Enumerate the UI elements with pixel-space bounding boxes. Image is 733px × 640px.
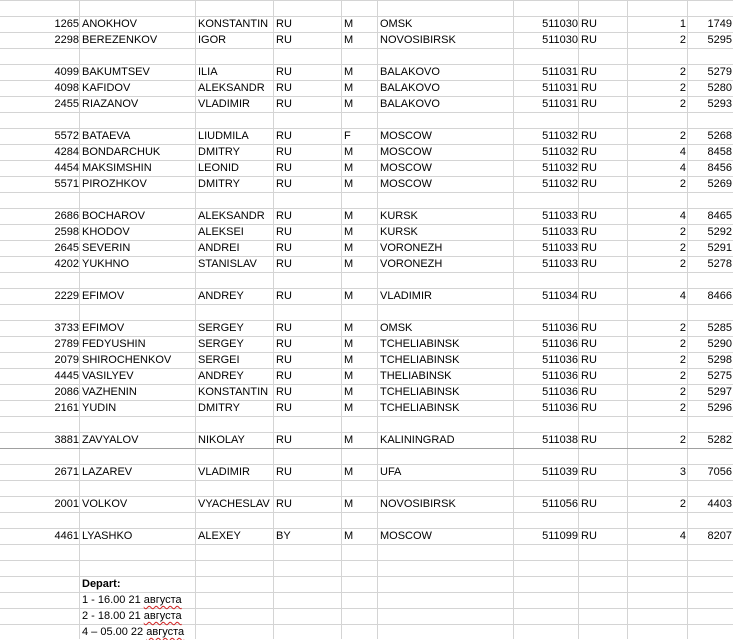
- cell-country-2[interactable]: RU: [581, 34, 597, 46]
- cell-id[interactable]: 3881: [54, 434, 79, 446]
- cell-country[interactable]: RU: [276, 402, 292, 414]
- cell-id[interactable]: 4445: [54, 370, 79, 382]
- cell-id[interactable]: 2455: [54, 98, 79, 110]
- cell-first-name[interactable]: KONSTANTIN: [198, 18, 269, 30]
- cell-city[interactable]: NOVOSIBIRSK: [380, 34, 456, 46]
- cell-quantity[interactable]: 2: [679, 386, 686, 398]
- cell-quantity[interactable]: 2: [679, 82, 686, 94]
- cell-first-name[interactable]: ANDREY: [198, 370, 244, 382]
- cell-city[interactable]: KALININGRAD: [380, 434, 455, 446]
- cell-number[interactable]: 8456: [707, 162, 732, 174]
- cell-code[interactable]: 511039: [542, 466, 578, 478]
- cell-city[interactable]: TCHELIABINSK: [380, 338, 460, 350]
- cell-id[interactable]: 4461: [54, 530, 79, 542]
- cell-code[interactable]: 511033: [542, 226, 578, 238]
- cell-quantity[interactable]: 2: [679, 498, 686, 510]
- cell-quantity[interactable]: 2: [679, 338, 686, 350]
- cell-code[interactable]: 511031: [542, 66, 578, 78]
- cell-last-name[interactable]: EFIMOV: [82, 322, 125, 334]
- cell-number[interactable]: 5278: [707, 258, 732, 270]
- row-divider: [0, 112, 733, 113]
- cell-code[interactable]: 511056: [542, 498, 578, 510]
- cell-country-2[interactable]: RU: [581, 530, 597, 542]
- cell-country-2[interactable]: RU: [581, 178, 597, 190]
- cell-country-2[interactable]: RU: [581, 322, 597, 334]
- cell-number[interactable]: 5295: [707, 34, 732, 46]
- cell-first-name[interactable]: SERGEI: [198, 354, 240, 366]
- cell-quantity[interactable]: 4: [679, 146, 686, 158]
- cell-city[interactable]: VORONEZH: [380, 258, 443, 270]
- cell-quantity[interactable]: 2: [679, 178, 686, 190]
- cell-country-2[interactable]: RU: [581, 242, 597, 254]
- cell-last-name[interactable]: VAZHENIN: [82, 386, 137, 398]
- cell-last-name[interactable]: ANOKHOV: [82, 18, 138, 30]
- cell-code[interactable]: 511033: [542, 210, 578, 222]
- cell-first-name[interactable]: VLADIMIR: [198, 466, 250, 478]
- cell-sex[interactable]: M: [344, 290, 354, 302]
- cell-last-name[interactable]: VASILYEV: [82, 370, 134, 382]
- depart-line[interactable]: [80, 592, 182, 608]
- cell-code[interactable]: 511034: [542, 290, 578, 302]
- cell-first-name[interactable]: IGOR: [198, 34, 227, 46]
- cell-id[interactable]: 5571: [54, 178, 79, 190]
- cell-country[interactable]: RU: [276, 258, 292, 270]
- cell-sex[interactable]: M: [344, 146, 354, 158]
- cell-code[interactable]: 511036: [542, 402, 578, 414]
- cell-quantity[interactable]: 2: [679, 98, 686, 110]
- cell-country[interactable]: RU: [276, 498, 292, 510]
- cell-country-2[interactable]: RU: [581, 402, 597, 414]
- cell-code[interactable]: 511036: [542, 322, 578, 334]
- cell-first-name[interactable]: ILIA: [198, 66, 218, 78]
- cell-country[interactable]: RU: [276, 338, 292, 350]
- cell-id[interactable]: 2598: [54, 226, 79, 238]
- cell-number[interactable]: 5298: [707, 354, 732, 366]
- cell-id[interactable]: 1265: [54, 18, 79, 30]
- cell-code[interactable]: 511032: [542, 130, 578, 142]
- cell-last-name[interactable]: YUDIN: [82, 402, 117, 414]
- cell-country-2[interactable]: RU: [581, 146, 597, 158]
- cell-id[interactable]: 2079: [54, 354, 79, 366]
- cell-code[interactable]: 511030: [542, 34, 578, 46]
- cell-sex[interactable]: M: [344, 258, 354, 270]
- depart-word: августа: [143, 594, 182, 606]
- row-divider: [0, 304, 733, 305]
- cell-id[interactable]: 2161: [54, 402, 79, 414]
- depart-title[interactable]: Depart:: [82, 578, 121, 590]
- cell-city[interactable]: OMSK: [380, 18, 413, 30]
- cell-country[interactable]: RU: [276, 66, 292, 78]
- cell-last-name[interactable]: BONDARCHUK: [82, 146, 161, 158]
- cell-first-name[interactable]: VYACHESLAV: [198, 498, 270, 510]
- cell-code[interactable]: 511033: [542, 258, 578, 270]
- cell-id[interactable]: 4454: [54, 162, 79, 174]
- cell-city[interactable]: TCHELIABINSK: [380, 402, 460, 414]
- row-divider: [0, 0, 733, 1]
- cell-number[interactable]: 5292: [707, 226, 732, 238]
- cell-country[interactable]: RU: [276, 242, 292, 254]
- cell-number[interactable]: 5269: [707, 178, 732, 190]
- cell-code[interactable]: 511036: [542, 354, 578, 366]
- cell-number[interactable]: 8207: [707, 530, 732, 542]
- cell-sex[interactable]: M: [344, 322, 354, 334]
- cell-city[interactable]: MOSCOW: [380, 178, 432, 190]
- cell-number[interactable]: 5291: [707, 242, 732, 254]
- row-divider: [0, 272, 733, 273]
- cell-country-2[interactable]: RU: [581, 82, 597, 94]
- cell-sex[interactable]: M: [344, 162, 354, 174]
- cell-country-2[interactable]: RU: [581, 226, 597, 238]
- cell-city[interactable]: MOSCOW: [380, 530, 432, 542]
- cell-last-name[interactable]: LYASHKO: [82, 530, 133, 542]
- cell-id[interactable]: 2686: [54, 210, 79, 222]
- cell-sex[interactable]: M: [344, 242, 354, 254]
- cell-city[interactable]: NOVOSIBIRSK: [380, 498, 456, 510]
- cell-sex[interactable]: M: [344, 210, 354, 222]
- cell-number[interactable]: 7056: [707, 466, 732, 478]
- cell-quantity[interactable]: 1: [679, 18, 686, 30]
- cell-quantity[interactable]: 2: [679, 370, 686, 382]
- cell-sex[interactable]: M: [344, 498, 354, 510]
- cell-first-name[interactable]: ANDREY: [198, 290, 244, 302]
- cell-country-2[interactable]: RU: [581, 370, 597, 382]
- cell-last-name[interactable]: KAFIDOV: [82, 82, 131, 94]
- cell-number[interactable]: 5279: [707, 66, 732, 78]
- row-divider: [0, 48, 733, 49]
- cell-country[interactable]: RU: [276, 146, 292, 158]
- cell-city[interactable]: BALAKOVO: [380, 82, 440, 94]
- cell-city[interactable]: MOSCOW: [380, 146, 432, 158]
- cell-country[interactable]: RU: [276, 386, 292, 398]
- cell-number[interactable]: 8465: [707, 210, 732, 222]
- cell-first-name[interactable]: SERGEY: [198, 338, 244, 350]
- cell-country-2[interactable]: RU: [581, 498, 597, 510]
- cell-sex[interactable]: M: [344, 530, 354, 542]
- depart-line[interactable]: [80, 624, 184, 640]
- cell-code[interactable]: 511038: [542, 434, 578, 446]
- cell-quantity[interactable]: 2: [679, 226, 686, 238]
- cell-last-name[interactable]: YUKHNO: [82, 258, 130, 270]
- cell-sex[interactable]: M: [344, 402, 354, 414]
- cell-country-2[interactable]: RU: [581, 98, 597, 110]
- cell-country-2[interactable]: RU: [581, 290, 597, 302]
- cell-country[interactable]: RU: [276, 226, 292, 238]
- cell-city[interactable]: BALAKOVO: [380, 98, 440, 110]
- cell-first-name[interactable]: ALEXEY: [198, 530, 241, 542]
- cell-last-name[interactable]: FEDYUSHIN: [82, 338, 146, 350]
- cell-first-name[interactable]: ANDREI: [198, 242, 240, 254]
- depart-word: августа: [146, 626, 185, 638]
- cell-city[interactable]: VORONEZH: [380, 242, 443, 254]
- cell-first-name[interactable]: LIUDMILA: [198, 130, 249, 142]
- cell-code[interactable]: 511032: [542, 162, 578, 174]
- cell-id[interactable]: 4202: [54, 258, 79, 270]
- cell-sex[interactable]: F: [344, 130, 351, 142]
- cell-id[interactable]: 3733: [54, 322, 79, 334]
- cell-country-2[interactable]: RU: [581, 210, 597, 222]
- cell-quantity[interactable]: 2: [679, 402, 686, 414]
- depart-time: 2 - 18.00 21: [82, 610, 141, 622]
- cell-code[interactable]: 511036: [542, 386, 578, 398]
- cell-sex[interactable]: M: [344, 434, 354, 446]
- cell-last-name[interactable]: BAKUMTSEV: [82, 66, 150, 78]
- cell-sex[interactable]: M: [344, 354, 354, 366]
- cell-id[interactable]: 2298: [54, 34, 79, 46]
- cell-country[interactable]: RU: [276, 322, 292, 334]
- cell-first-name[interactable]: SERGEY: [198, 322, 244, 334]
- cell-country[interactable]: RU: [276, 370, 292, 382]
- cell-country-2[interactable]: RU: [581, 338, 597, 350]
- cell-last-name[interactable]: SHIROCHENKOV: [82, 354, 172, 366]
- cell-city[interactable]: KURSK: [380, 226, 418, 238]
- cell-city[interactable]: OMSK: [380, 322, 413, 334]
- row-divider: [0, 448, 733, 449]
- cell-number[interactable]: 5290: [707, 338, 732, 350]
- cell-country[interactable]: RU: [276, 466, 292, 478]
- cell-city[interactable]: MOSCOW: [380, 130, 432, 142]
- cell-quantity[interactable]: 2: [679, 354, 686, 366]
- cell-sex[interactable]: M: [344, 18, 354, 30]
- cell-country[interactable]: RU: [276, 18, 292, 30]
- cell-sex[interactable]: M: [344, 178, 354, 190]
- cell-city[interactable]: TCHELIABINSK: [380, 354, 460, 366]
- cell-number[interactable]: 4403: [707, 498, 732, 510]
- cell-last-name[interactable]: RIAZANOV: [82, 98, 139, 110]
- cell-quantity[interactable]: 2: [679, 130, 686, 142]
- cell-city[interactable]: VLADIMIR: [380, 290, 432, 302]
- cell-city[interactable]: TCHELIABINSK: [380, 386, 460, 398]
- cell-first-name[interactable]: NIKOLAY: [198, 434, 245, 446]
- cell-quantity[interactable]: 4: [679, 290, 686, 302]
- cell-quantity[interactable]: 2: [679, 242, 686, 254]
- cell-number[interactable]: 5275: [707, 370, 732, 382]
- cell-code[interactable]: 511033: [542, 242, 578, 254]
- cell-code[interactable]: 511031: [542, 98, 578, 110]
- cell-code[interactable]: 511030: [542, 18, 578, 30]
- cell-city[interactable]: THELIABINSK: [380, 370, 452, 382]
- cell-code[interactable]: 511032: [542, 178, 578, 190]
- cell-sex[interactable]: M: [344, 370, 354, 382]
- cell-first-name[interactable]: KONSTANTIN: [198, 386, 269, 398]
- cell-sex[interactable]: M: [344, 98, 354, 110]
- cell-country[interactable]: RU: [276, 178, 292, 190]
- cell-number[interactable]: 5297: [707, 386, 732, 398]
- cell-code[interactable]: 511099: [542, 530, 578, 542]
- cell-country-2[interactable]: RU: [581, 130, 597, 142]
- cell-country-2[interactable]: RU: [581, 66, 597, 78]
- cell-first-name[interactable]: ALEKSEI: [198, 226, 244, 238]
- cell-quantity[interactable]: 2: [679, 322, 686, 334]
- cell-last-name[interactable]: MAKSIMSHIN: [82, 162, 152, 174]
- cell-number[interactable]: 5285: [707, 322, 732, 334]
- cell-id[interactable]: 4099: [54, 66, 79, 78]
- cell-last-name[interactable]: BOCHAROV: [82, 210, 145, 222]
- cell-id[interactable]: 2001: [54, 498, 79, 510]
- cell-first-name[interactable]: ALEKSANDR: [198, 82, 265, 94]
- cell-country[interactable]: RU: [276, 82, 292, 94]
- cell-first-name[interactable]: VLADIMIR: [198, 98, 250, 110]
- cell-code[interactable]: 511036: [542, 338, 578, 350]
- cell-city[interactable]: KURSK: [380, 210, 418, 222]
- depart-time: 1 - 16.00 21: [82, 594, 141, 606]
- cell-last-name[interactable]: PIROZHKOV: [82, 178, 147, 190]
- cell-first-name[interactable]: STANISLAV: [198, 258, 257, 270]
- cell-quantity[interactable]: 2: [679, 258, 686, 270]
- cell-quantity[interactable]: 4: [679, 530, 686, 542]
- cell-city[interactable]: UFA: [380, 466, 402, 478]
- cell-number[interactable]: 5282: [707, 434, 732, 446]
- cell-sex[interactable]: M: [344, 226, 354, 238]
- cell-first-name[interactable]: ALEKSANDR: [198, 210, 265, 222]
- cell-last-name[interactable]: VOLKOV: [82, 498, 128, 510]
- cell-sex[interactable]: M: [344, 338, 354, 350]
- cell-country[interactable]: RU: [276, 162, 292, 174]
- cell-number[interactable]: 1749: [707, 18, 732, 30]
- cell-number[interactable]: 8466: [707, 290, 732, 302]
- cell-first-name[interactable]: DMITRY: [198, 402, 240, 414]
- cell-last-name[interactable]: LAZAREV: [82, 466, 133, 478]
- cell-number[interactable]: 8458: [707, 146, 732, 158]
- cell-country-2[interactable]: RU: [581, 354, 597, 366]
- cell-id[interactable]: 2086: [54, 386, 79, 398]
- cell-number[interactable]: 5293: [707, 98, 732, 110]
- cell-sex[interactable]: M: [344, 386, 354, 398]
- cell-country-2[interactable]: RU: [581, 466, 597, 478]
- row-divider: [0, 512, 733, 513]
- cell-last-name[interactable]: BEREZENKOV: [82, 34, 158, 46]
- cell-id[interactable]: 2229: [54, 290, 79, 302]
- cell-city[interactable]: MOSCOW: [380, 162, 432, 174]
- depart-line[interactable]: [80, 608, 182, 624]
- row-divider: [0, 544, 733, 545]
- cell-country-2[interactable]: RU: [581, 162, 597, 174]
- cell-quantity[interactable]: 2: [679, 34, 686, 46]
- cell-last-name[interactable]: SEVERIN: [82, 242, 131, 254]
- cell-code[interactable]: 511031: [542, 82, 578, 94]
- cell-number[interactable]: 5280: [707, 82, 732, 94]
- cell-code[interactable]: 511036: [542, 370, 578, 382]
- cell-number[interactable]: 5268: [707, 130, 732, 142]
- cell-quantity[interactable]: 4: [679, 210, 686, 222]
- cell-id[interactable]: 4098: [54, 82, 79, 94]
- cell-last-name[interactable]: KHODOV: [82, 226, 130, 238]
- cell-first-name[interactable]: DMITRY: [198, 178, 240, 190]
- cell-number[interactable]: 5296: [707, 402, 732, 414]
- cell-quantity[interactable]: 2: [679, 434, 686, 446]
- row-divider: [0, 480, 733, 481]
- cell-code[interactable]: 511032: [542, 146, 578, 158]
- depart-word: августа: [143, 610, 182, 622]
- row-divider: [0, 416, 733, 417]
- cell-last-name[interactable]: ZAVYALOV: [82, 434, 139, 446]
- cell-sex[interactable]: M: [344, 34, 354, 46]
- row-divider: [0, 192, 733, 193]
- cell-country-2[interactable]: RU: [581, 258, 597, 270]
- cell-country[interactable]: RU: [276, 130, 292, 142]
- depart-time: 4 – 05.00 22: [82, 626, 144, 638]
- cell-sex[interactable]: M: [344, 66, 354, 78]
- cell-country[interactable]: BY: [276, 530, 291, 542]
- cell-country[interactable]: RU: [276, 210, 292, 222]
- cell-sex[interactable]: M: [344, 466, 354, 478]
- cell-country[interactable]: RU: [276, 354, 292, 366]
- cell-quantity[interactable]: 3: [679, 466, 686, 478]
- cell-id[interactable]: 5572: [54, 130, 79, 142]
- cell-quantity[interactable]: 4: [679, 162, 686, 174]
- cell-quantity[interactable]: 2: [679, 66, 686, 78]
- cell-country-2[interactable]: RU: [581, 18, 597, 30]
- cell-country[interactable]: RU: [276, 34, 292, 46]
- row-divider: [0, 560, 733, 561]
- cell-id[interactable]: 4284: [54, 146, 79, 158]
- cell-country-2[interactable]: RU: [581, 434, 597, 446]
- cell-first-name[interactable]: LEONID: [198, 162, 239, 174]
- cell-sex[interactable]: M: [344, 82, 354, 94]
- cell-country[interactable]: RU: [276, 290, 292, 302]
- cell-country[interactable]: RU: [276, 98, 292, 110]
- cell-first-name[interactable]: DMITRY: [198, 146, 240, 158]
- cell-id[interactable]: 2789: [54, 338, 79, 350]
- cell-id[interactable]: 2645: [54, 242, 79, 254]
- cell-country-2[interactable]: RU: [581, 386, 597, 398]
- cell-last-name[interactable]: BATAEVA: [82, 130, 131, 142]
- cell-last-name[interactable]: EFIMOV: [82, 290, 125, 302]
- cell-id[interactable]: 2671: [54, 466, 79, 478]
- cell-city[interactable]: BALAKOVO: [380, 66, 440, 78]
- cell-country[interactable]: RU: [276, 434, 292, 446]
